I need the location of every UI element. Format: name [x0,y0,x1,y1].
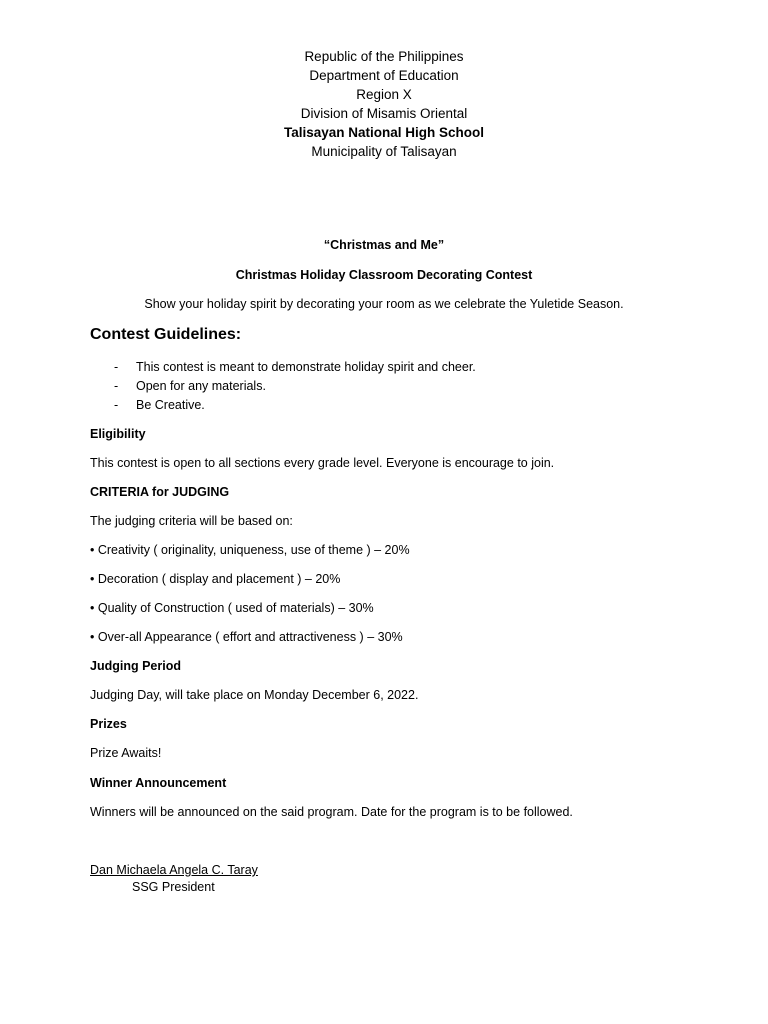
criteria-item: • Over-all Appearance ( effort and attractiveness ) – 30% [90,630,403,644]
letterhead [0,47,768,161]
guideline-item: - Open for any materials. [114,377,476,396]
winner-text: Winners will be announced on the said program. Date for the program is to be followed. [90,805,573,819]
header-school: Talisayan National High School [283,125,485,140]
contest-title: Christmas Holiday Classroom Decorating Contest [235,268,533,282]
dash-bullet: - [114,398,119,412]
criteria-heading: CRITERIA for JUDGING [90,485,230,499]
theme-title: “Christmas and Me” [323,238,445,252]
criteria-item: • Decoration ( display and placement ) – 20% [90,572,341,586]
eligibility-text: This contest is open to all sections every grade level. Everyone is encourage to join. [90,456,555,470]
dash-bullet: - [114,379,119,393]
judging-period-text: Judging Day, will take place on Monday December 6, 2022. [90,688,419,702]
eligibility-heading: Eligibility [90,427,146,441]
header-division: Division of Misamis Oriental [300,106,468,121]
header-department: Department of Education [309,68,459,83]
tagline: Show your holiday spirit by decorating your room as we celebrate the Yuletide Season. [144,297,624,311]
winner-heading: Winner Announcement [90,776,227,790]
guidelines-list [114,358,476,415]
header-municipality: Municipality of Talisayan [311,144,457,159]
header-region: Region X [356,87,412,102]
judging-period-heading: Judging Period [90,659,181,673]
signatory-name: Dan Michaela Angela C. Taray [90,863,258,877]
guidelines-heading: Contest Guidelines: [90,326,242,343]
guideline-item: - Be Creative. [114,396,476,415]
guideline-item: - This contest is meant to demonstrate holiday spirit and cheer. [114,358,476,377]
criteria-item: • Quality of Construction ( used of materials) – 30% [90,601,374,615]
prizes-text: Prize Awaits! [90,746,162,760]
prizes-heading: Prizes [90,717,127,731]
criteria-item: • Creativity ( originality, uniqueness, use of theme ) – 20% [90,543,410,557]
criteria-intro: The judging criteria will be based on: [90,514,293,528]
signatory-title: SSG President [132,880,215,894]
dash-bullet: - [114,360,119,374]
header-republic: Republic of the Philippines [304,49,464,64]
